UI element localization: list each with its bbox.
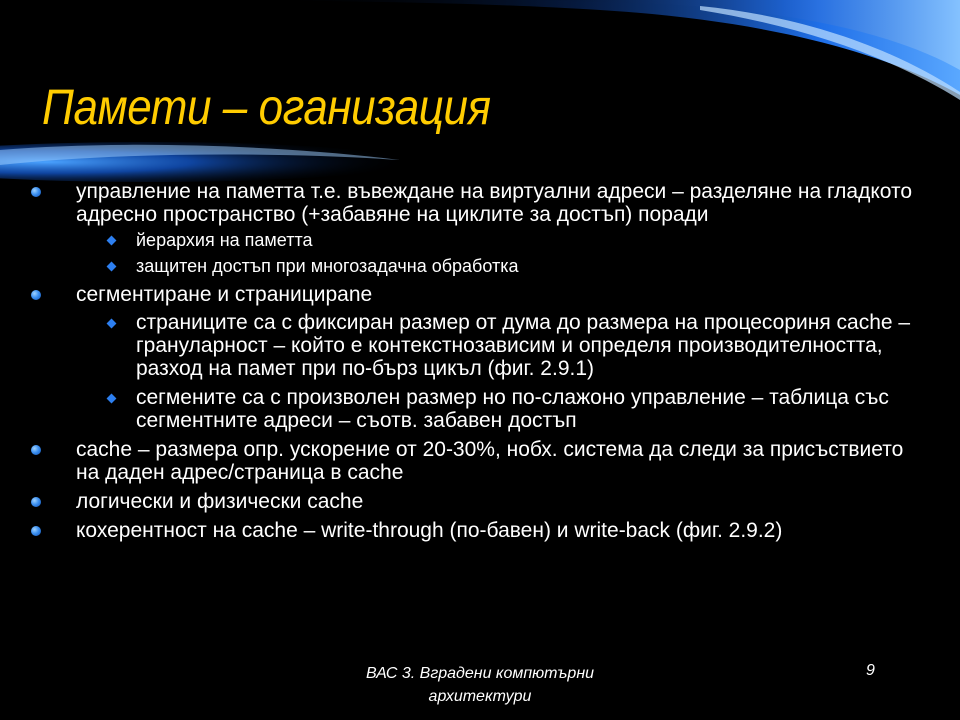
bullet-text: управление на паметта т.е. въвеждане на виртуални адреси – разделяне на гладкото адресно пространство (+забавяне на циклите за достъп) поради — [76, 180, 913, 226]
list-item — [0, 283, 960, 306]
blue-diamond-bullet-icon — [107, 394, 117, 404]
blue-diamond-bullet-icon — [107, 319, 117, 329]
bullet-text: cache – размера опр. ускорение от 20-30%, нобх. система да следи за присъствието на даден адрес/страница в cache — [76, 438, 904, 484]
blue-sphere-bullet-icon — [31, 445, 41, 455]
sub-list-item — [0, 256, 960, 277]
bullet-text: логически и физически cache — [76, 490, 364, 513]
slide-title: Памети – оганизация — [42, 79, 491, 135]
list-item — [0, 180, 960, 226]
sub-list-item — [0, 311, 960, 380]
sub-bullet-text: йерархия на паметта — [136, 230, 313, 250]
bullet-list — [0, 180, 960, 542]
page-number: 9 — [866, 662, 875, 679]
blue-diamond-bullet-icon — [107, 262, 117, 272]
blue-sphere-bullet-icon — [31, 497, 41, 507]
blue-diamond-bullet-icon — [107, 236, 117, 246]
blue-sphere-bullet-icon — [31, 526, 41, 536]
sub-bullet-text: страниците са с фиксиран размер от дума до размера на процесориня cache – грануларност – който е контекстнозависим и определя производителността, разход на памет при по-бърз цикъл (фиг. 2.9.1) — [136, 311, 911, 380]
list-item — [0, 490, 960, 513]
sub-bullet-text: сегмените са с произволен размер но по-слажоно управление – таблица със сегментните адреси – съотв. забавен достъп — [136, 386, 889, 432]
blue-sphere-bullet-icon — [31, 187, 41, 197]
bullet-text: сегментиране и страницирane — [76, 283, 373, 306]
sub-list-item — [0, 386, 960, 432]
list-item — [0, 519, 960, 542]
sub-list-item — [0, 230, 960, 251]
bullet-text: кохерентност на cache – write-through (по-бавен) и write-back (фиг. 2.9.2) — [76, 519, 783, 542]
list-item — [0, 438, 960, 484]
sub-bullet-text: защитен достъп при многозадачна обработка — [136, 256, 519, 276]
blue-sphere-bullet-icon — [31, 290, 41, 300]
slide-footer: ВАС 3. Вградени компютърни архитектури — [365, 665, 595, 705]
